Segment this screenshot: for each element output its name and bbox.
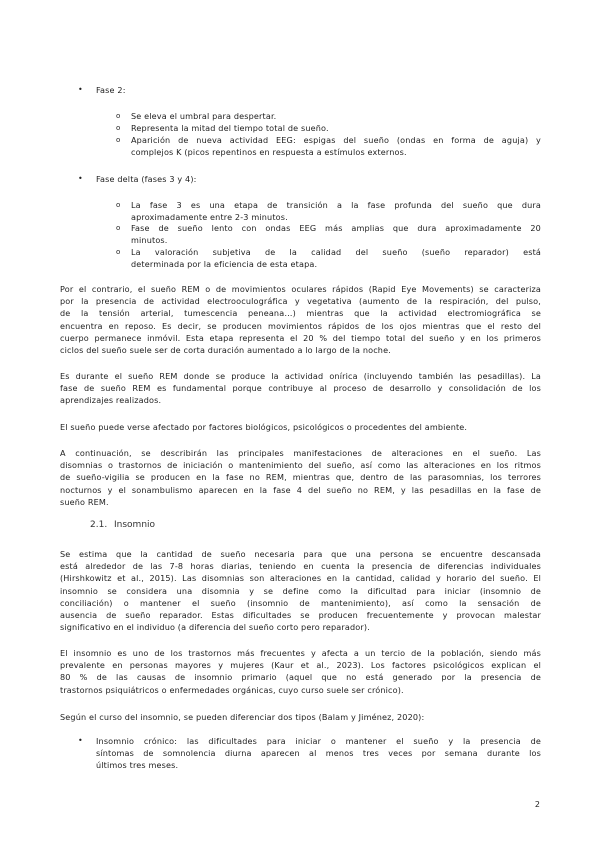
sub-bullet: o (116, 124, 121, 132)
paragraph-rem: Por el contrario, el sueño REM o de movimientos oculares rápidos (Rapid Eye Movements) se caracteriza por la presencia de actividad electrooculográfica y vegetativa (aumento de la respiración, del pulso, de la tensión arterial, tumescencia peneana…) mientras que la actividad electromiográfica se encuentra en reposo. Es decir, se producen movimientos rápidos de los ojos mientras que el resto del cuerpo permanece inmóvil. Esta etapa representa el 20 % del tiempo total del sueño y en los primeros ciclos del sueño suele ser de corta duración aumentado a lo largo de la noche. (60, 284, 541, 356)
fase2-item-2: Representa la mitad del tiempo total de sueño. (131, 123, 329, 133)
section-number: 2.1. (90, 520, 108, 530)
page-number: 2 (534, 800, 540, 809)
bullet-dot: • (78, 736, 83, 745)
sub-bullet: o (116, 112, 121, 120)
sub-bullet: o (116, 248, 121, 256)
bullet-dot: • (78, 174, 83, 183)
sub-bullet: o (116, 224, 121, 232)
sub-bullet: o (116, 136, 121, 144)
fase-delta-item-3: La valoración subjetiva de la calidad del sueño (sueño reparador) está determinada por la eficiencia de esta etapa. (131, 247, 541, 270)
paragraph-tipos: Según el curso del insomnio, se pueden diferenciar dos tipos (Balam y Jiménez, 2020): (60, 712, 425, 722)
insomnio-cronico-item: Insomnio crónico: las dificultades para iniciar o mantener el sueño y la presencia de síntomas de somnolencia diurna aparecen al menos tres veces por semana durante los últimos tres meses. (96, 736, 541, 771)
section-title: Insomnio (114, 520, 156, 530)
fase-delta-label: Fase delta (fases 3 y 4): (96, 174, 197, 184)
fase2-item-1: Se eleva el umbral para despertar. (131, 111, 277, 121)
fase-delta-item-1: La fase 3 es una etapa de transición a la fase profunda del sueño que dura aproximadamente entre 2-3 minutos. (131, 200, 541, 223)
paragraph-estimacion: Se estima que la cantidad de sueño necesaria para que una persona se encuentre descansada está alrededor de las 7-8 horas diarias, teniendo en cuenta la presencia de diferencias individuales (Hirshkowitz et al., 2015). Las disomnias son alteraciones en la cantidad, calidad y horario del sueño. El insomnio se considera una disomnia y se define como la dificultad para iniciar (insomnio de conciliación) o mantener el sueño (insomnio de mantenimiento), así como la sensación de ausencia de sueño reparador. Estas dificultades se producen frecuentemente y provocan malestar significativo en el individuo (a diferencia del sueño corto pero reparador). (60, 549, 541, 633)
fase-delta-item-2: Fase de sueño lento con ondas EEG más amplias que dura aproximadamente 20 minutos. (131, 223, 541, 246)
fase2-item-3: Aparición de nueva actividad EEG: espigas del sueño (ondas en forma de aguja) y complejos K (picos repentinos en respuesta a estímulos externos. (131, 135, 541, 158)
paragraph-onirica: Es durante el sueño REM donde se produce la actividad onírica (incluyendo también las pesadillas). La fase de sueño REM es fundamental porque contribuye al proceso de desarrollo y consolidación de los aprendizajes realizados. (60, 371, 541, 406)
sub-bullet: o (116, 201, 121, 209)
fase2-label: Fase 2: (96, 85, 126, 95)
section-heading-insomnio (90, 520, 155, 530)
paragraph-prevalencia: El insomnio es uno de los trastornos más frecuentes y afecta a un tercio de la población, siendo más prevalente en personas mayores y mujeres (Kaur et al., 2023). Los factores psicológicos explican el 80 % de las causas de insomnio primario (aquel que no está generado por la presencia de trastornos psiquiátricos o enfermedades orgánicas, cuyo curso suele ser crónico). (60, 648, 541, 695)
paragraph-factores: El sueño puede verse afectado por factores biológicos, psicológicos o procedentes del ambiente. (60, 422, 468, 432)
paragraph-continuacion: A continuación, se describirán las principales manifestaciones de alteraciones en el sueño. Las disomnias o trastornos de iniciación o mantenimiento del sueño, así como las alteraciones en los ritmos de sueño-vigilia se producen en la fase no REM, mientras que, dentro de las parasomnias, los terrores nocturnos y el sonambulismo aparecen en la fase 4 del sueño no REM, y las pesadillas en la fase de sueño REM. (60, 448, 541, 507)
bullet-dot: • (78, 85, 83, 94)
